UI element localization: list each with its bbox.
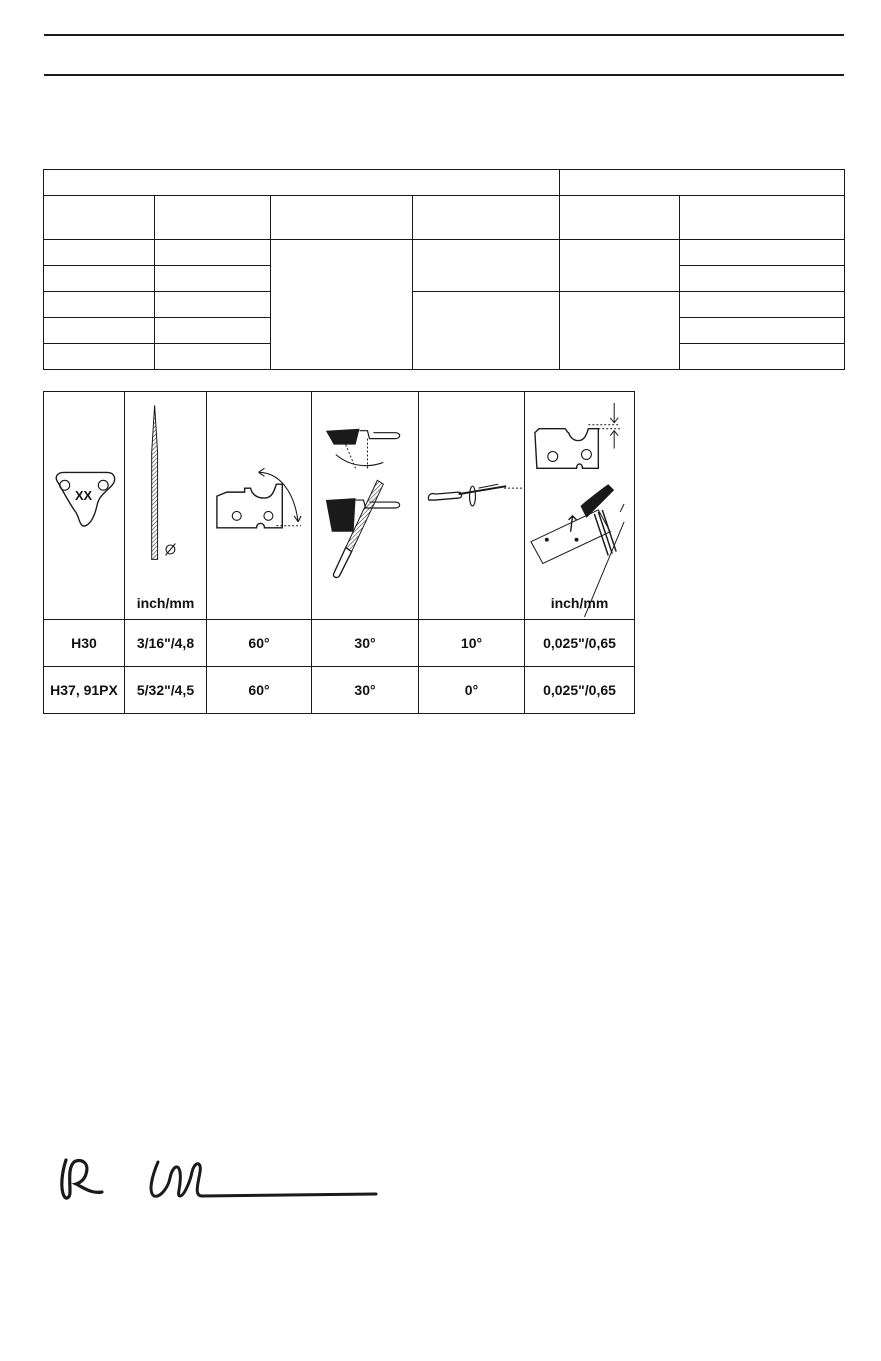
spec-cell — [44, 292, 155, 318]
spec-cell — [44, 266, 155, 292]
spec-cell — [44, 318, 155, 344]
spec-header-cell — [413, 196, 560, 240]
top-rule — [44, 34, 844, 36]
spec-cell — [680, 318, 845, 344]
spec-merged-cell — [413, 292, 560, 370]
top-plate-angle: 60° — [207, 620, 312, 667]
spec-header-cell — [560, 196, 680, 240]
spec-cell — [44, 240, 155, 266]
spec-cell — [155, 292, 271, 318]
sharpening-table — [43, 391, 634, 712]
spec-header-cell — [271, 196, 413, 240]
spec-header-group-2 — [560, 170, 845, 196]
top-plate-angle-icon — [207, 392, 311, 619]
tilt-angle: 10° — [419, 620, 525, 667]
spec-cell — [155, 344, 271, 370]
cutter-link-xx-icon — [44, 392, 124, 619]
filing-angle: 30° — [312, 620, 419, 667]
file-size: 5/32"/4,5 — [125, 667, 207, 714]
chain-model: H30 — [44, 620, 125, 667]
tilt-angle: 0° — [419, 667, 525, 714]
spec-header-cell — [44, 196, 155, 240]
top-plate-angle-cell — [207, 392, 312, 620]
spec-table — [43, 169, 844, 369]
gauge-unit-label: inch/mm — [550, 595, 609, 611]
spec-cell — [680, 266, 845, 292]
spec-merged-cell — [271, 240, 413, 370]
spec-cell — [680, 292, 845, 318]
spec-header-cell — [155, 196, 271, 240]
file-holder-tilt-cell — [419, 392, 525, 620]
spec-merged-cell — [560, 240, 680, 292]
depth-gauge: 0,025"/0,65 — [525, 667, 635, 714]
spec-merged-cell — [560, 292, 680, 370]
spec-cell — [155, 318, 271, 344]
spec-cell — [155, 240, 271, 266]
cutter-link-cell — [44, 392, 125, 620]
file-holder-tilt-icon — [419, 392, 524, 619]
table-row — [44, 667, 635, 714]
depth-gauge-icon — [525, 392, 634, 619]
filing-angle-cell — [312, 392, 419, 620]
cutter-link-label: XX — [74, 488, 93, 504]
filing-angle-icon — [312, 392, 418, 619]
table-row — [44, 620, 635, 667]
second-rule — [44, 74, 844, 76]
top-plate-angle: 60° — [207, 667, 312, 714]
file-unit-label: inch/mm — [136, 595, 195, 611]
spec-cell — [44, 344, 155, 370]
spec-cell — [680, 344, 845, 370]
round-file-icon — [125, 392, 206, 619]
depth-gauge-cell — [525, 392, 635, 620]
spec-header-group-1 — [44, 170, 560, 196]
file-size: 3/16"/4,8 — [125, 620, 207, 667]
depth-gauge: 0,025"/0,65 — [525, 620, 635, 667]
spec-header-cell — [680, 196, 845, 240]
spec-merged-cell — [413, 240, 560, 292]
chain-model: H37, 91PX — [44, 667, 125, 714]
spec-cell — [680, 240, 845, 266]
signature-icon — [56, 1152, 386, 1212]
file-diameter-cell — [125, 392, 207, 620]
filing-angle: 30° — [312, 667, 419, 714]
spec-cell — [155, 266, 271, 292]
